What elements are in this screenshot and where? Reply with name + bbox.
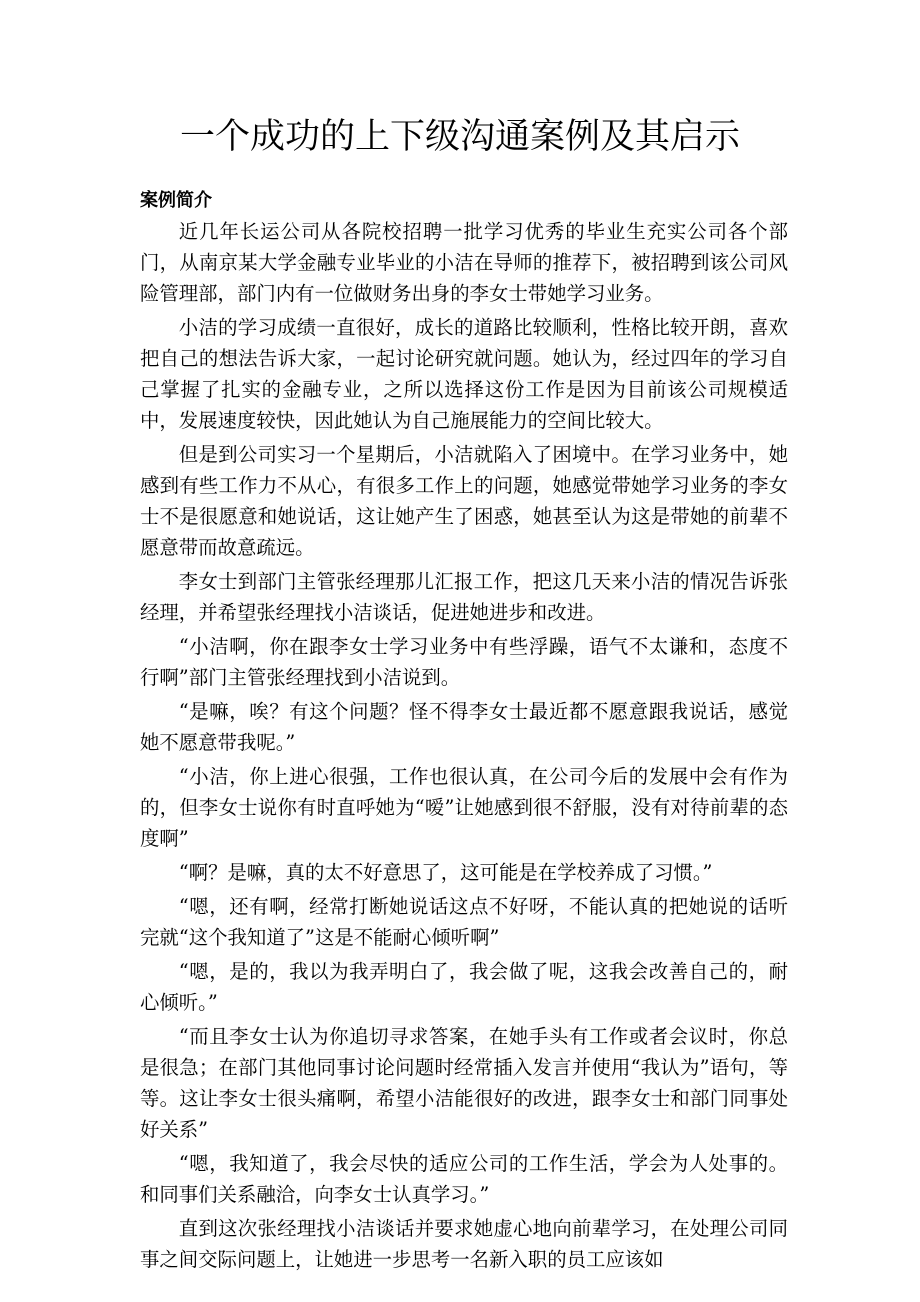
- paragraph-1: 近几年长运公司从各院校招聘一批学习优秀的毕业生充实公司各个部门，从南京某大学金融专业毕业的小洁在导师的推荐下，被招聘到该公司风险管理部，部门内有一位做财务出身的李女士带她学习业务。: [140, 220, 788, 305]
- document-body: [140, 186, 788, 1278]
- document-title: 一个成功的上下级沟通案例及其启示: [179, 117, 740, 157]
- dialogue-paragraph-10: “嗯，是的，我以为我弄明白了，我会做了呢，这我会改善自己的，耐心倾听。”: [140, 960, 788, 1014]
- dialogue-paragraph-8: “啊？是嘛，真的太不好意思了，这可能是在学校养成了习惯。”: [178, 861, 713, 884]
- dialogue-paragraph-12: “嗯，我知道了，我会尽快的适应公司的工作生活，学会为人处事的。和同事们关系融洽，向李女士认真学习。”: [140, 1152, 788, 1206]
- dialogue-paragraph-11: “而且李女士认为你追切寻求答案，在她手头有工作或者会议时，你总是很急；在部门其他同事讨论问题时经常插入发言并使用“我认为”语句，等等。这让李女士很头痛啊，希望小洁能很好的改进，跟李女士和部门同事处好关系”: [140, 1025, 788, 1141]
- dialogue-paragraph-7: “小洁，你上进心很强，工作也很认真，在公司今后的发展中会有作为的，但李女士说你有时直呼她为“嗳”让她感到很不舒服，没有对待前辈的态度啊”: [140, 765, 788, 850]
- dialogue-paragraph-9: “嗯，还有啊，经常打断她说话这点不好呀，不能认真的把她说的话听完就“这个我知道了”这是不能耐心倾听啊”: [140, 895, 788, 949]
- paragraph-3: 但是到公司实习一个星期后，小洁就陷入了困境中。在学习业务中，她感到有些工作力不从心，有很多工作上的问题，她感觉带她学习业务的李女士不是很愿意和她说话，这让她产生了困惑，她甚至认为这是带她的前辈不愿意带而故意疏远。: [140, 443, 788, 559]
- paragraph-4: 李女士到部门主管张经理那儿汇报工作，把这几天来小洁的情况告诉张经理，并希望张经理找小洁谈话，促进她进步和改进。: [140, 570, 788, 624]
- paragraph-13: 直到这次张经理找小洁谈话并要求她虚心地向前辈学习，在处理公司同事之间交际问题上，让她进一步思考一名新入职的员工应该如: [140, 1217, 788, 1271]
- section-heading: 案例简介: [140, 190, 212, 211]
- dialogue-paragraph-5: “小洁啊，你在跟李女士学习业务中有些浮躁，语气不太谦和，态度不行啊”部门主管张经理找到小洁说到。: [140, 635, 788, 689]
- paragraph-2: 小洁的学习成绩一直很好，成长的道路比较顺利，性格比较开朗，喜欢把自己的想法告诉大家，一起讨论研究就问题。她认为，经过四年的学习自己掌握了扎实的金融专业，之所以选择这份工作是因为目前该公司规模适中，发展速度较快，因此她认为自己施展能力的空间比较大。: [140, 316, 788, 432]
- dialogue-paragraph-6: “是嘛，唉？有这个问题？怪不得李女士最近都不愿意跟我说话，感觉她不愿意带我呢。”: [140, 700, 788, 754]
